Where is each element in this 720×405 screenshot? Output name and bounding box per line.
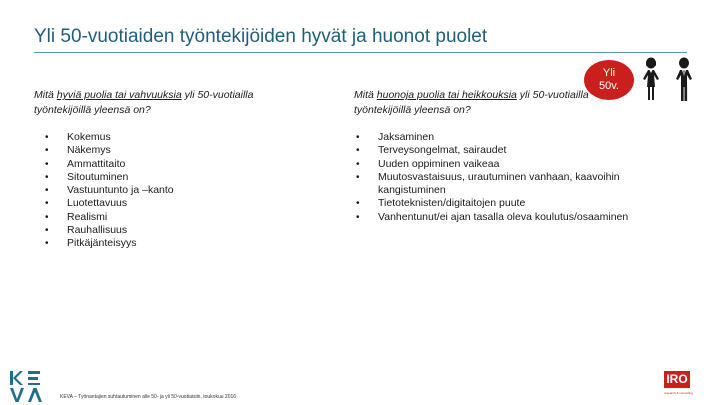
- footer-source: KEVA – Työnantajien suhtautuminen alle 50- ja yli 50-vuotiaisiin, toukokuu 2016: [60, 394, 237, 400]
- list-item: • Uuden oppiminen vaikeaa: [356, 158, 656, 171]
- list-item: • Jaksaminen: [356, 131, 656, 144]
- list-item: • Vanhentunut/ei ajan tasalla oleva koulutus/osaaminen: [356, 211, 656, 224]
- list-item: • Sitoutuminen: [45, 171, 295, 184]
- list-item: • Rauhallisuus: [45, 224, 295, 237]
- people-icon: [640, 57, 700, 105]
- list-item: • Terveysongelmat, sairaudet: [356, 144, 656, 157]
- list-item: • Näkemys: [45, 144, 295, 157]
- list-item: • Pitkäjänteisyys: [45, 237, 295, 250]
- age-badge-line1: Yli: [602, 67, 616, 79]
- iro-tagline: research & consulting: [664, 391, 693, 395]
- weaknesses-list: [356, 131, 656, 224]
- strengths-question: [34, 88, 304, 118]
- list-item: • Ammattitaito: [45, 158, 295, 171]
- age-badge-line2: 50v.: [599, 80, 619, 92]
- list-item: • Luotettavuus: [45, 197, 295, 210]
- list-item: • Vastuuntunto ja –kanto: [45, 184, 295, 197]
- businesswoman-and-businessman-icon: [640, 57, 700, 110]
- list-item: • Muutosvastaisuus, urautuminen vanhaan, kaavoihin kangistuminen: [356, 171, 656, 198]
- strengths-question-post: yli 50-vuotiailla työntekijöillä yleensä on?: [34, 89, 254, 116]
- list-item: • Tietoteknisten/digitaitojen puute: [356, 197, 656, 210]
- strengths-list: [45, 131, 295, 251]
- keva-logo-mark: [8, 368, 52, 404]
- weaknesses-question-pre: Mitä: [354, 89, 377, 101]
- title-divider: [34, 52, 687, 53]
- list-item: • Kokemus: [45, 131, 295, 144]
- strengths-question-emphasis: hyviä puolia tai vahvuuksia: [56, 89, 182, 101]
- iro-logo-text: IRO: [664, 371, 690, 388]
- age-badge: [584, 60, 634, 100]
- weaknesses-question-emphasis: huonoja puolia tai heikkouksia: [376, 89, 517, 101]
- strengths-question-pre: Mitä: [34, 89, 57, 101]
- list-item: • Realismi: [45, 211, 295, 224]
- weaknesses-question: [354, 88, 604, 118]
- weaknesses-question-post: yli 50-vuotiailla työntekijöillä yleensä on?: [354, 89, 589, 116]
- page-title: Yli 50-vuotiaiden työntekijöiden hyvät ja huonot puolet: [34, 26, 488, 47]
- iro-logo: [664, 371, 693, 395]
- keva-logo: [8, 368, 52, 404]
